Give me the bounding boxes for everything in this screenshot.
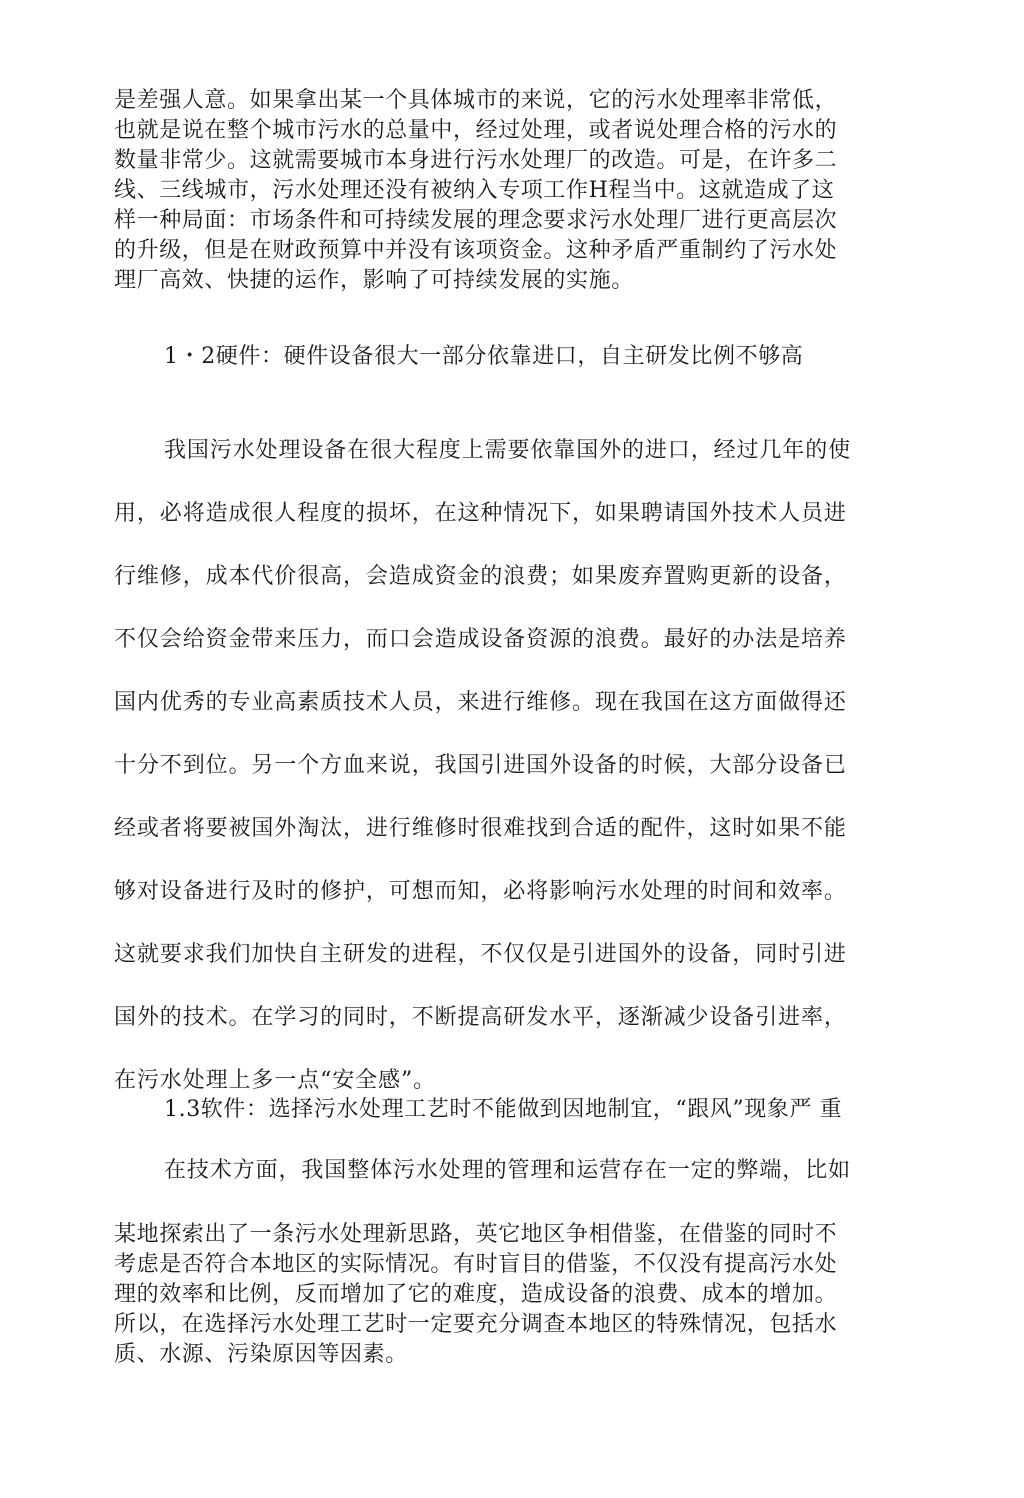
paragraph-2-line: 在污水处理上多一点“安全感”。 [114,1068,436,1093]
paragraph-2-line: 不仅会给资金带来压力，而口会造成设备资源的浪费。最好的办法是培养 [114,627,847,652]
paragraph-2-line: 经或者将要被国外淘汰，进行维修时很难找到合适的配件，这时如果不能 [114,816,847,841]
paragraph-3-line: 所以，在选择污水处理工艺时一定要充分调查本地区的特殊情况，包括水 [114,1312,838,1337]
paragraph-2-line: 我国污水处理设备在很大程度上需要依靠国外的进口，经过几年的使 [164,438,852,463]
paragraph-2-line: 用，必将造成很人程度的损坏，在这种情况下，如果聘请国外技术人员进 [114,501,847,526]
paragraph-3-line: 质、水源、污染原因等因素。 [114,1342,408,1367]
paragraph-1 [114,86,914,296]
paragraph-2-line: 十分不到位。另一个方血来说，我国引进国外设备的时候，大部分设备已 [114,753,847,778]
section-heading-1-3: 1.3软件：选择污水处理工艺时不能做到因地制宜，“跟风”现象严 重 [164,1097,843,1122]
paragraph-3-first-line: 在技术方面，我国整体污水处理的管理和运营存在一定的弊端，比如 [164,1158,852,1183]
paragraph-2-line: 国内优秀的专业高素质技术人员，来进行维修。现在我国在这方面做得还 [114,690,847,715]
paragraph-1-line: 的升级，但是在财政预算中并没有该项资金。这种矛盾严重制约了污水处 [114,238,838,263]
paragraph-1-line: 是差强人意。如果拿出某一个具体城市的来说，它的污水处理率非常低， [114,88,838,113]
paragraph-2-line: 够对设备进行及时的修护，可想而知，必将影响污水处理的时间和效率。 [114,879,847,904]
paragraph-1-line: 数量非常少。这就需要城市本身进行污水处理厂的改造。可是，在许多二 [114,148,838,173]
paragraph-1-line: 也就是说在整个城市污水的总量中，经过处理，或者说处理合格的污水的 [114,118,838,143]
paragraph-2 [114,436,914,1096]
paragraph-2-line: 国外的技术。在学习的同时，不断提高研发水平，逐渐减少设备引进率， [114,1005,847,1030]
paragraph-3-line: 理的效率和比例，反而增加了它的难度，造成设备的浪费、成本的增加。 [114,1282,838,1307]
paragraph-2-line: 行维修，成本代价很高，会造成资金的浪费；如果废弃置购更新的设备， [114,564,847,589]
paragraph-3-line: 某地探索出了一条污水处理新思路，英它地区争相借鉴，在借鉴的同时不 [114,1222,838,1247]
paragraph-1-line: 线、三线城市，污水处理还没有被纳入专项工作H程当中。这就造成了这 [114,178,835,203]
section-heading-1-2: 1・2硬件：硬件设备很大一部分依靠进口，自主研发比例不够高 [164,344,804,369]
paragraph-2-line: 这就要求我们加快自主研发的进程，不仅仅是引进国外的设备，同时引进 [114,942,847,967]
paragraph-1-line: 理厂高效、快捷的运作，影响了可持续发展的实施。 [114,268,634,293]
paragraph-1-line: 样一种局面：市场条件和可持续发展的理念要求污水处理厂进行更高层次 [114,208,838,233]
paragraph-3-line: 考虑是否符合本地区的实际情况。有时盲目的借鉴，不仅没有提高污水处 [114,1252,838,1277]
paragraph-3 [114,1220,914,1370]
